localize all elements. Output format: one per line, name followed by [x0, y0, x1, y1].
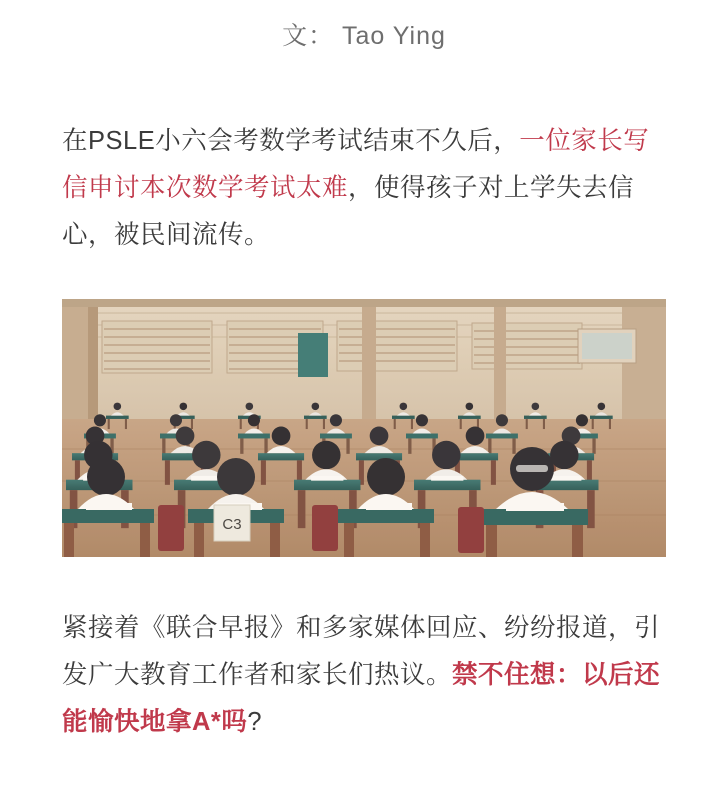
paragraph-2-tail: ?	[247, 708, 263, 736]
paragraph-1-lead: 在PSLE小六会考数学考试结束不久后，	[62, 127, 520, 155]
paragraph-2-highlight: 禁不住想：以后还能愉快地拿A*吗	[62, 661, 661, 736]
article-byline: 文： Tao Ying	[282, 22, 446, 50]
paragraph-1-rest: ，使得孩子对上学失去信心，被民间流传。	[62, 174, 635, 249]
paragraph-1-highlight-2: 家长写信申讨本次数学考试太难	[62, 127, 650, 202]
svg-text:C3: C3	[222, 516, 242, 533]
exam-hall-illustration	[62, 299, 666, 557]
paragraph-2-line-1: 紧接着《联合早报》和多家媒体回应、纷纷	[62, 614, 557, 642]
paragraph-1-highlight-1: 一位	[519, 127, 572, 155]
paragraph-1	[62, 118, 670, 259]
exam-hall-photo	[62, 299, 666, 557]
paragraph-2-line-2: 报道，引发广大教育工作者和家长们热议。	[62, 614, 661, 689]
paragraph-2	[62, 605, 670, 746]
